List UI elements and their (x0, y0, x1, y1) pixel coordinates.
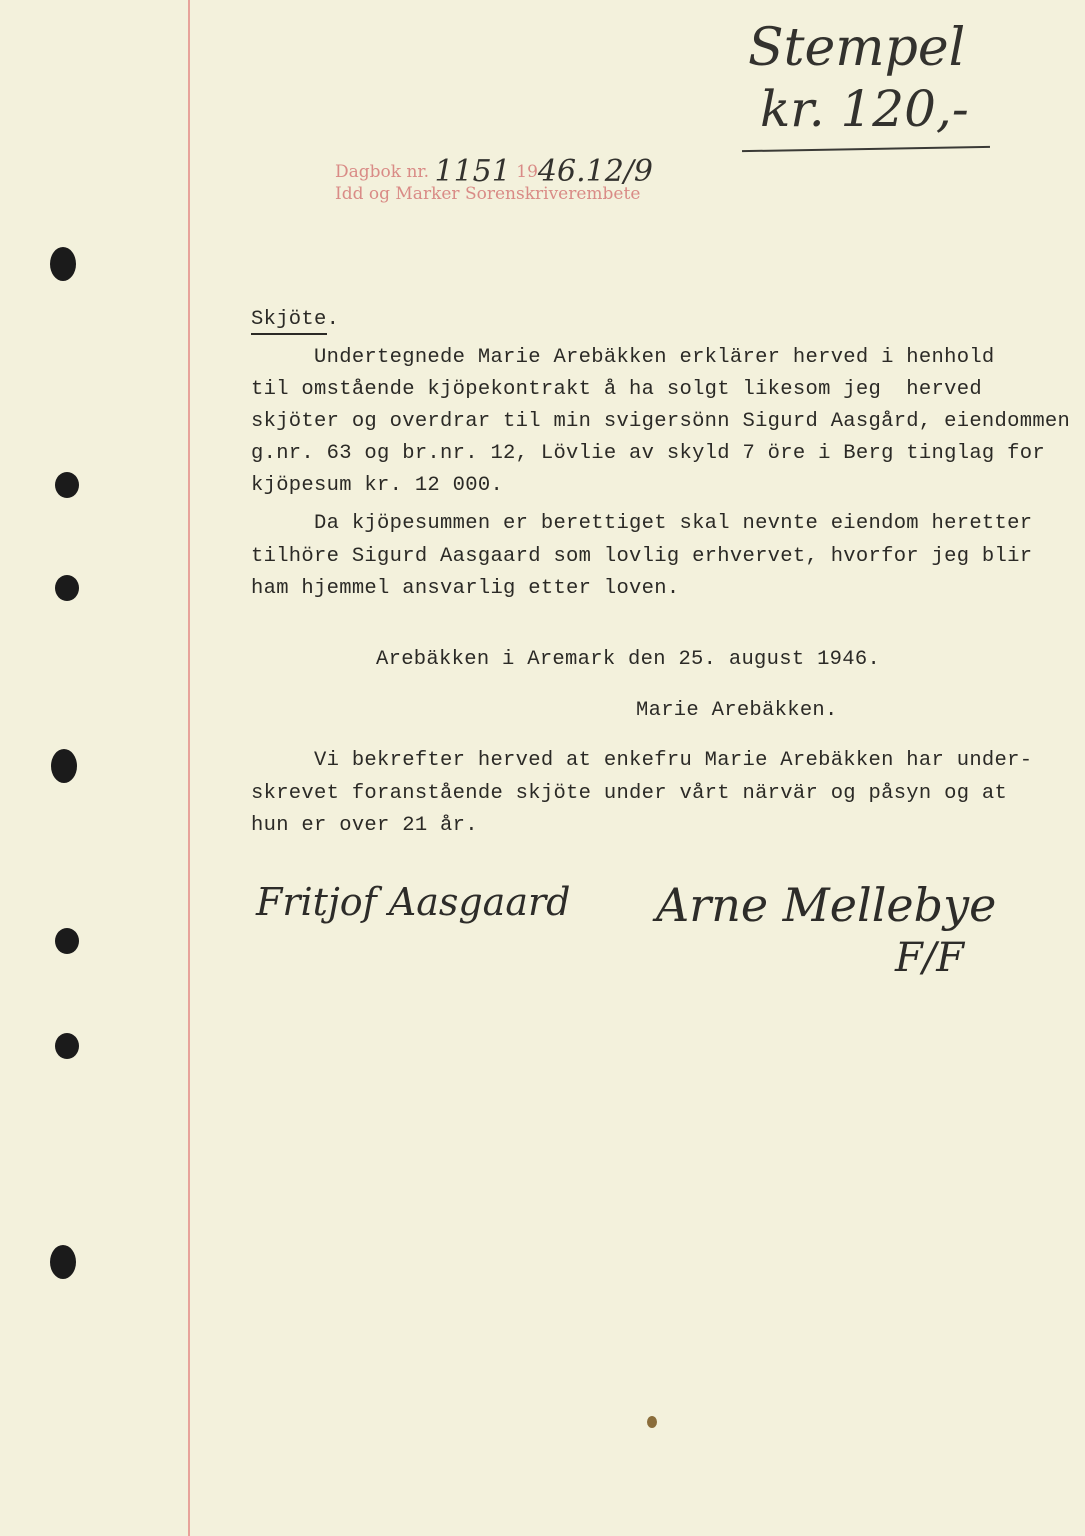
punch-hole (50, 1245, 76, 1279)
deed-line: kjöpesum kr. 12 000. (251, 474, 504, 497)
signer-name: Marie Arebäkken. (636, 699, 838, 722)
registry-stamp-line (335, 150, 653, 189)
margin-rule (188, 0, 190, 1536)
witness-signature-1: Fritjof Aasgaard (256, 880, 571, 924)
punch-hole (55, 928, 79, 954)
witness-signature-2: Arne Mellebye (656, 878, 997, 932)
witness-line: skrevet foranstående skjöte under vårt närvär og påsyn og at (251, 782, 1008, 805)
place-and-date: Arebäkken i Aremark den 25. august 1946. (376, 648, 881, 671)
punch-hole (55, 472, 79, 498)
deed-line: til omstående kjöpekontrakt å ha solgt likesom jeg herved (251, 378, 982, 401)
registry-label: Dagbok nr. (335, 162, 430, 182)
registry-office: Idd og Marker Sorenskriverembete (335, 184, 641, 204)
stamp-underline (742, 146, 990, 152)
punch-hole (50, 247, 76, 281)
witness-line: hun er over 21 år. (251, 814, 478, 837)
paper-spot (647, 1416, 657, 1428)
punch-hole (51, 749, 77, 783)
registry-year-prefix: 19 (516, 162, 538, 182)
heading-underline (251, 333, 327, 335)
deed-line: tilhöre Sigurd Aasgaard som lovlig erhvervet, hvorfor jeg blir (251, 545, 1033, 568)
stamp-duty-amount: kr. 120,- (760, 80, 969, 138)
witness-initials: F/F (895, 935, 964, 981)
deed-line: Undertegnede Marie Arebäkken erklärer herved i henhold (251, 346, 995, 369)
deed-line: g.nr. 63 og br.nr. 12, Lövlie av skyld 7 öre i Berg tinglag for (251, 442, 1045, 465)
witness-line: Vi bekrefter herved at enkefru Marie Arebäkken har under- (251, 749, 1033, 772)
stamp-duty-title: Stempel (748, 18, 966, 78)
registry-number: 1151 (434, 154, 511, 189)
registry-date: 12/9 (585, 154, 653, 189)
deed-heading: Skjöte. (251, 308, 340, 331)
punch-hole (55, 575, 79, 601)
deed-line: Da kjöpesummen er berettiget skal nevnte eiendom heretter (251, 512, 1033, 535)
punch-hole (55, 1033, 79, 1059)
registry-year: 46. (537, 154, 586, 189)
deed-line: ham hjemmel ansvarlig etter loven. (251, 577, 680, 600)
deed-line: skjöter og overdrar til min svigersönn Sigurd Aasgård, eiendommen (251, 410, 1071, 433)
